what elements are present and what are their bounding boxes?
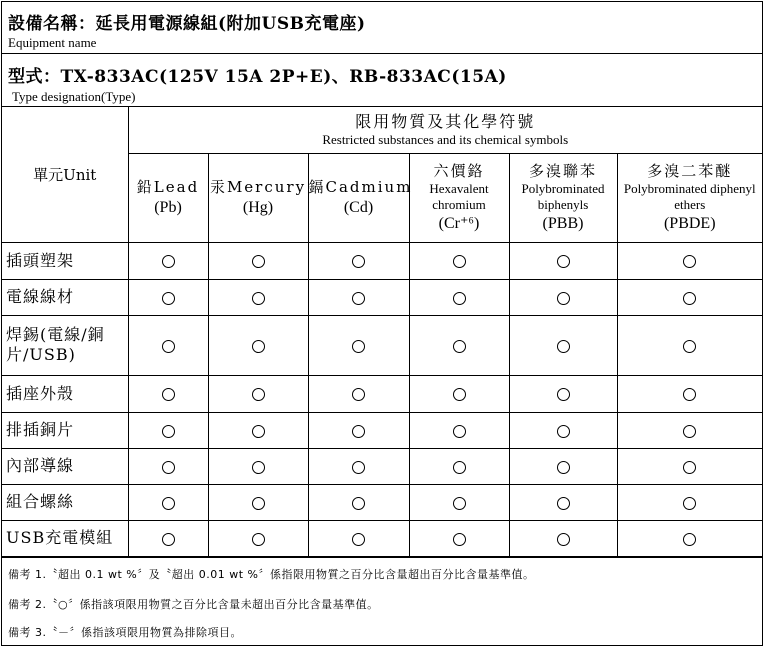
compliance-mark-cell xyxy=(308,375,409,412)
substance-name: 鎘Cadmium xyxy=(308,177,413,196)
compliance-mark-cell xyxy=(617,279,762,315)
note-3: 備考 3.〝－〞係指該項限用物質為排除項目。 xyxy=(8,626,242,639)
restricted-header-en: Restricted substances and its chemical symbols xyxy=(322,131,569,147)
circle-mark-icon xyxy=(557,533,570,546)
compliance-mark-cell xyxy=(509,484,617,520)
circle-mark-icon xyxy=(252,255,265,268)
circle-mark-icon xyxy=(352,425,365,438)
compliance-mark-cell xyxy=(308,448,409,484)
compliance-mark-cell xyxy=(409,520,509,556)
compliance-mark-cell xyxy=(128,315,208,375)
table-body xyxy=(2,242,762,556)
unit-header: 單元Unit xyxy=(2,107,128,242)
substance-hexavalent-chromium xyxy=(409,153,509,242)
substance-symbol: (PBB) xyxy=(542,214,584,232)
circle-mark-icon xyxy=(252,340,265,353)
compliance-mark-cell xyxy=(409,279,509,315)
circle-mark-icon xyxy=(453,425,466,438)
substance-name: 六價鉻 xyxy=(433,161,485,180)
table-row xyxy=(2,315,762,375)
compliance-mark-cell xyxy=(617,412,762,448)
compliance-mark-cell xyxy=(409,315,509,375)
circle-mark-icon xyxy=(162,497,175,510)
circle-mark-icon xyxy=(162,461,175,474)
compliance-mark-cell xyxy=(128,484,208,520)
compliance-mark-cell xyxy=(409,375,509,412)
restricted-header-zh: 限用物質及其化學符號 xyxy=(355,111,536,131)
substance-symbol: (Hg) xyxy=(242,198,274,216)
circle-mark-icon xyxy=(557,425,570,438)
compliance-mark-cell xyxy=(208,279,308,315)
part-name: 組合螺絲 xyxy=(2,484,128,520)
table-row xyxy=(2,520,762,556)
circle-mark-icon xyxy=(162,255,175,268)
compliance-mark-cell xyxy=(617,375,762,412)
compliance-mark-cell xyxy=(409,412,509,448)
circle-mark-icon xyxy=(162,292,175,305)
substance-pbde xyxy=(617,153,762,242)
circle-mark-icon xyxy=(352,292,365,305)
compliance-mark-cell xyxy=(208,315,308,375)
compliance-mark-cell xyxy=(308,484,409,520)
equipment-name-section xyxy=(2,2,762,54)
circle-mark-icon xyxy=(557,497,570,510)
substance-mercury xyxy=(208,153,308,242)
circle-mark-icon xyxy=(683,255,696,268)
compliance-mark-cell xyxy=(617,315,762,375)
substance-lead xyxy=(128,153,208,242)
restricted-substances-header xyxy=(128,107,762,153)
compliance-mark-cell xyxy=(409,242,509,279)
compliance-mark-cell xyxy=(509,242,617,279)
note-2: 備考 2.〝○〞係指該項限用物質之百分比含量未超出百分比含量基準值。 xyxy=(8,598,379,611)
circle-mark-icon xyxy=(557,461,570,474)
type-designation-section xyxy=(2,54,762,107)
circle-mark-icon xyxy=(453,292,466,305)
circle-mark-icon xyxy=(252,292,265,305)
part-name: 插頭塑架 xyxy=(2,242,128,279)
type-designation-en: Type designation(Type) xyxy=(12,89,136,104)
compliance-mark-cell xyxy=(128,242,208,279)
circle-mark-icon xyxy=(557,255,570,268)
circle-mark-icon xyxy=(683,388,696,401)
note-1: 備考 1.〝超出 0.1 wt %〞及〝超出 0.01 wt %〞係指限用物質之百分比含量超出百分比含量基準值。 xyxy=(8,568,535,581)
notes-section xyxy=(2,557,762,639)
compliance-mark-cell xyxy=(208,242,308,279)
substance-name: 多溴聯苯 xyxy=(528,161,597,180)
equipment-name-en: Equipment name xyxy=(8,35,97,50)
circle-mark-icon xyxy=(252,388,265,401)
compliance-mark-cell xyxy=(308,315,409,375)
table-row xyxy=(2,375,762,412)
part-name: 焊錫(電線/銅片/USB) xyxy=(2,315,128,375)
circle-mark-icon xyxy=(252,461,265,474)
compliance-mark-cell xyxy=(208,412,308,448)
circle-mark-icon xyxy=(453,533,466,546)
circle-mark-icon xyxy=(352,340,365,353)
compliance-mark-cell xyxy=(308,412,409,448)
circle-mark-icon xyxy=(453,255,466,268)
circle-mark-icon xyxy=(252,533,265,546)
table-row xyxy=(2,242,762,279)
compliance-mark-cell xyxy=(509,279,617,315)
compliance-mark-cell xyxy=(208,375,308,412)
compliance-mark-cell xyxy=(128,448,208,484)
substance-symbol: (Cd) xyxy=(343,198,374,216)
circle-mark-icon xyxy=(557,388,570,401)
compliance-mark-cell xyxy=(617,448,762,484)
circle-mark-icon xyxy=(252,497,265,510)
circle-mark-icon xyxy=(557,292,570,305)
table-row xyxy=(2,484,762,520)
circle-mark-icon xyxy=(453,497,466,510)
compliance-mark-cell xyxy=(128,279,208,315)
circle-mark-icon xyxy=(162,425,175,438)
compliance-mark-cell xyxy=(308,520,409,556)
compliance-mark-cell xyxy=(509,412,617,448)
circle-mark-icon xyxy=(557,340,570,353)
circle-mark-icon xyxy=(352,255,365,268)
substance-name-en: Hexavalent chromium xyxy=(429,180,489,212)
substance-symbol: (PBDE) xyxy=(663,214,716,232)
substance-cadmium xyxy=(308,153,413,242)
circle-mark-icon xyxy=(683,292,696,305)
circle-mark-icon xyxy=(252,425,265,438)
equipment-name-zh: 設備名稱：延長用電源線組(附加USB充電座) xyxy=(8,14,366,34)
compliance-mark-cell xyxy=(509,520,617,556)
restricted-substances-table xyxy=(2,107,762,557)
compliance-mark-cell xyxy=(208,520,308,556)
table-row xyxy=(2,412,762,448)
circle-mark-icon xyxy=(162,388,175,401)
circle-mark-icon xyxy=(162,533,175,546)
circle-mark-icon xyxy=(453,388,466,401)
compliance-mark-cell xyxy=(308,279,409,315)
part-name: 排插銅片 xyxy=(2,412,128,448)
circle-mark-icon xyxy=(453,340,466,353)
substance-name: 多溴二苯醚 xyxy=(647,161,733,180)
circle-mark-icon xyxy=(683,497,696,510)
substance-pbb xyxy=(509,153,617,242)
table-row xyxy=(2,279,762,315)
circle-mark-icon xyxy=(352,461,365,474)
circle-mark-icon xyxy=(453,461,466,474)
compliance-mark-cell xyxy=(617,484,762,520)
compliance-mark-cell xyxy=(509,315,617,375)
compliance-mark-cell xyxy=(308,242,409,279)
compliance-mark-cell xyxy=(208,448,308,484)
part-name: 插座外殼 xyxy=(2,375,128,412)
circle-mark-icon xyxy=(683,340,696,353)
compliance-mark-cell xyxy=(509,375,617,412)
compliance-mark-cell xyxy=(617,520,762,556)
circle-mark-icon xyxy=(352,533,365,546)
substance-name: 汞Mercury xyxy=(209,177,307,196)
substance-symbol: (Pb) xyxy=(154,198,182,216)
part-name: USB充電模組 xyxy=(2,520,128,556)
type-designation-zh: 型式：TX-833AC(125V 15A 2P+E)、RB-833AC(15A) xyxy=(8,67,507,87)
substance-name-en: Polybrominated diphenyl ethers xyxy=(623,180,756,212)
part-name: 電線線材 xyxy=(2,279,128,315)
rohs-declaration-sheet xyxy=(1,1,763,646)
compliance-mark-cell xyxy=(208,484,308,520)
compliance-mark-cell xyxy=(128,520,208,556)
part-name: 內部導線 xyxy=(2,448,128,484)
compliance-mark-cell xyxy=(509,448,617,484)
compliance-mark-cell xyxy=(409,484,509,520)
circle-mark-icon xyxy=(683,425,696,438)
compliance-mark-cell xyxy=(128,412,208,448)
compliance-mark-cell xyxy=(617,242,762,279)
circle-mark-icon xyxy=(162,340,175,353)
substance-name-en: Polybrominated biphenyls xyxy=(521,180,605,212)
circle-mark-icon xyxy=(352,388,365,401)
table-row xyxy=(2,448,762,484)
circle-mark-icon xyxy=(352,497,365,510)
substance-symbol: (Cr⁺⁶) xyxy=(438,214,480,232)
compliance-mark-cell xyxy=(409,448,509,484)
circle-mark-icon xyxy=(683,533,696,546)
substance-name: 鉛Lead xyxy=(136,177,200,196)
circle-mark-icon xyxy=(683,461,696,474)
compliance-mark-cell xyxy=(128,375,208,412)
